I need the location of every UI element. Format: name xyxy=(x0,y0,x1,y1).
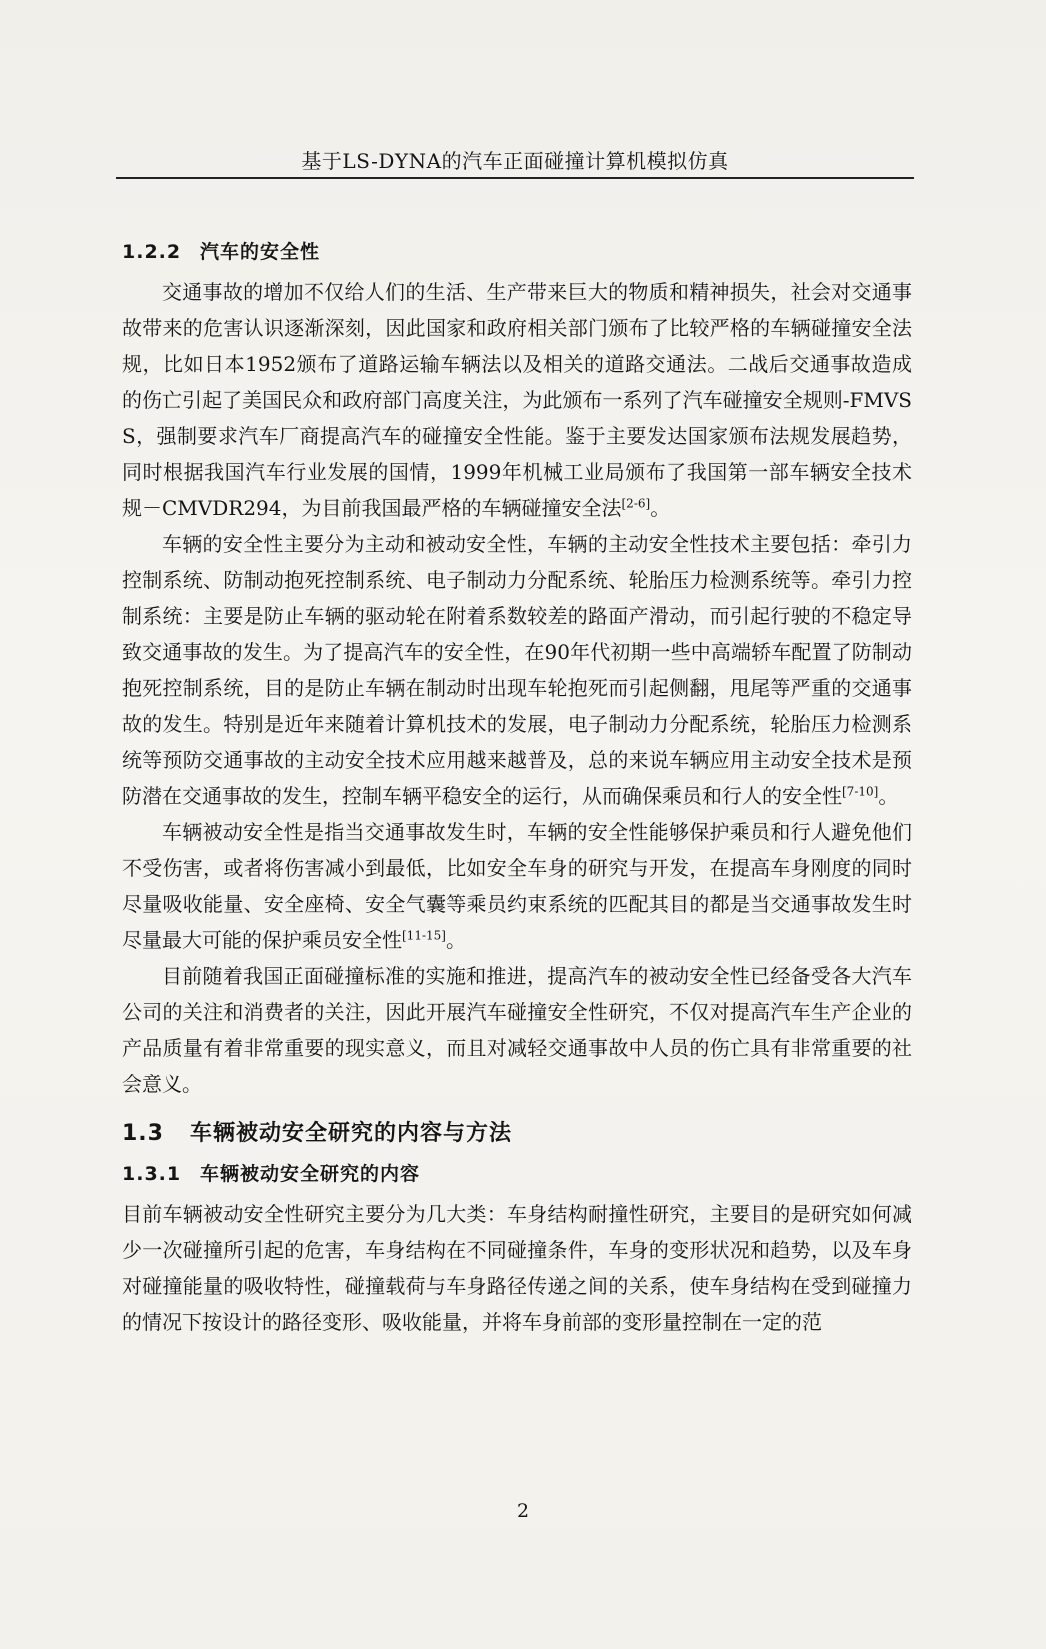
section-title: 车辆被动安全研究的内容与方法 xyxy=(190,1121,513,1146)
page-number: 2 xyxy=(516,1500,530,1522)
citation: [7-10] xyxy=(842,784,879,799)
subsection-heading-1-3-1 xyxy=(122,1159,912,1186)
header-rule xyxy=(116,177,914,179)
paragraph: 车辆被动安全性是指当交通事故发生时，车辆的安全性能够保护乘员和行人避免他们不受伤害，或者将伤害减小到最低，比如安全车身的研究与开发，在提高车身刚度的同时尽量吸收能量、安全座椅、安全气囊等乘员约束系统的匹配其目的都是当交通事故发生时尽量最大可能的保护乘员安全性[11-15]。 xyxy=(122,820,912,952)
subsection-heading-1-2-2 xyxy=(122,237,912,264)
section-number: 1.3 xyxy=(122,1121,164,1146)
paragraph: 目前随着我国正面碰撞标准的实施和推进，提高汽车的被动安全性已经备受各大汽车公司的关注和消费者的关注，因此开展汽车碰撞安全性研究，不仅对提高汽车生产企业的产品质量有着非常重要的现实意义，而且对减轻交通事故中人员的伤亡具有非常重要的社会意义。 xyxy=(122,964,912,1096)
subsection-title: 车辆被动安全研究的内容 xyxy=(200,1163,421,1185)
paragraph: 车辆的安全性主要分为主动和被动安全性，车辆的主动安全性技术主要包括：牵引力控制系统、防制动抱死控制系统、电子制动力分配系统、轮胎压力检测系统等。牵引力控制系统：主要是防止车辆的驱动轮在附着系数较差的路面产滑动，而引起行驶的不稳定导致交通事故的发生。为了提高汽车的安全性，在90年代初期一些中高端轿车配置了防制动抱死控制系统，目的是防止车辆在制动时出现车轮抱死而引起侧翻，甩尾等严重的交通事故的发生。特别是近年来随着计算机技术的发展，电子制动力分配系统，轮胎压力检测系统等预防交通事故的主动安全技术应用越来越普及，总的来说车辆应用主动安全技术是预防潜在交通事故的发生，控制车辆平稳安全的运行，从而确保乘员和行人的安全性[7-10]。 xyxy=(122,532,912,808)
paragraph: 交通事故的增加不仅给人们的生活、生产带来巨大的物质和精神损失，社会对交通事故带来的危害认识逐渐深刻，因此国家和政府相关部门颁布了比较严格的车辆碰撞安全法规，比如日本1952颁布了道路运输车辆法以及相关的道路交通法。二战后交通事故造成的伤亡引起了美国民众和政府部门高度关注，为此颁布一系列了汽车碰撞安全规则-FMVSS，强制要求汽车厂商提高汽车的碰撞安全性能。鉴于主要发达国家颁布法规发展趋势，同时根据我国汽车行业发展的国情，1999年机械工业局颁布了我国第一部车辆安全技术规－CMVDR294，为目前我国最严格的车辆碰撞安全法[2-6]。 xyxy=(122,280,912,520)
citation: [11-15] xyxy=(402,928,446,943)
paragraph: 目前车辆被动安全性研究主要分为几大类：车身结构耐撞性研究，主要目的是研究如何减少一次碰撞所引起的危害，车身结构在不同碰撞条件，车身的变形状况和趋势，以及车身对碰撞能量的吸收特性，碰撞载荷与车身路径传递之间的关系，使车身结构在受到碰撞力的情况下按设计的路径变形、吸收能量，并将车身前部的变形量控制在一定的范 xyxy=(122,1202,912,1334)
subsection-number: 1.3.1 xyxy=(122,1163,182,1185)
body-text xyxy=(122,225,912,1340)
running-header: 基于LS-DYNA的汽车正面碰撞计算机模拟仿真 xyxy=(301,149,729,173)
subsection-number: 1.2.2 xyxy=(122,241,182,263)
subsection-title: 汽车的安全性 xyxy=(200,241,321,263)
section-heading-1-3 xyxy=(122,1116,912,1147)
citation: [2-6] xyxy=(621,496,651,511)
